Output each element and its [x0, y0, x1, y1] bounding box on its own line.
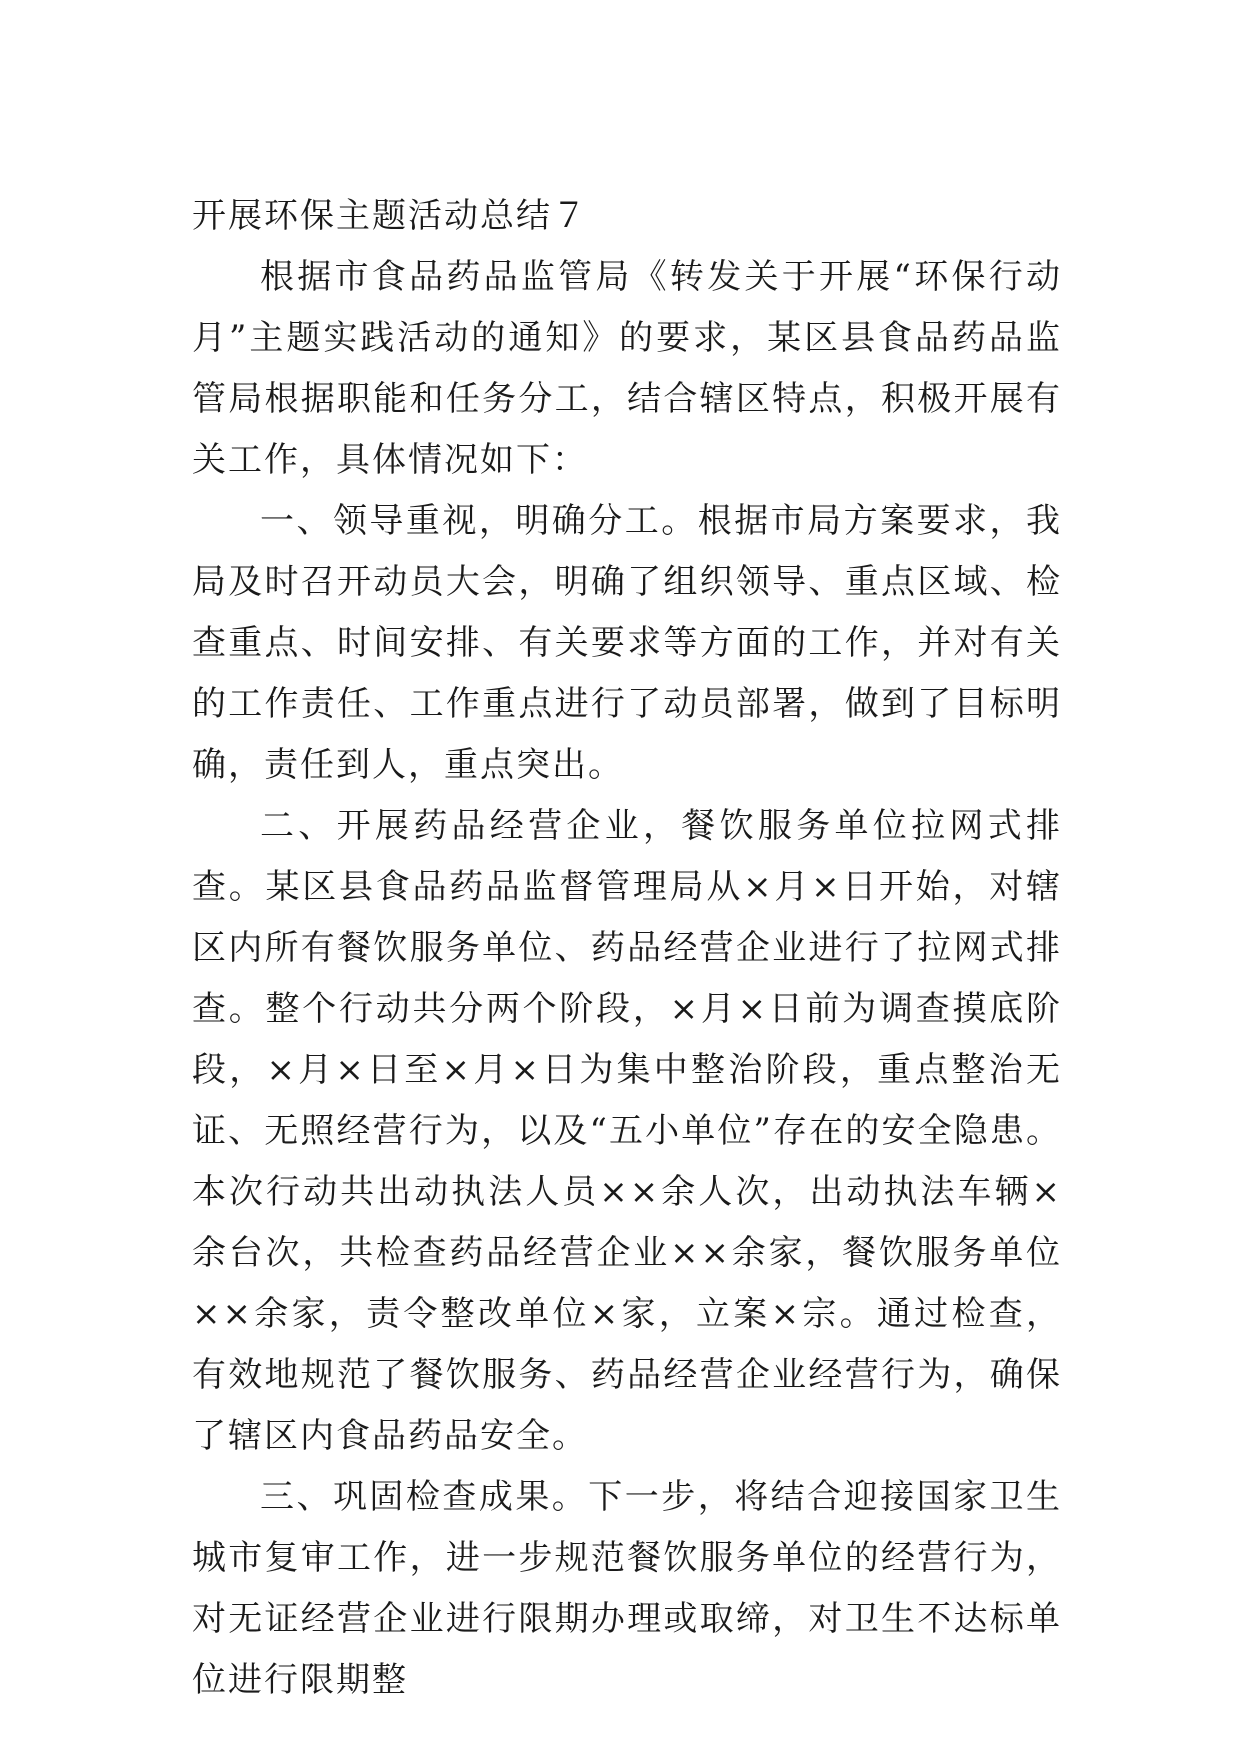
paragraph-section-3: 三、巩固检查成果。下一步，将结合迎接国家卫生城市复审工作，进一步规范餐饮服务单位的经营行为，对无证经营企业进行限期办理或取缔，对卫生不达标单位进行限期整 [192, 1477, 1062, 1700]
document-body [192, 186, 1062, 1711]
paragraph-section-1: 一、领导重视，明确分工。根据市局方案要求，我局及时召开动员大会，明确了组织领导、重点区域、检查重点、时间安排、有关要求等方面的工作，并对有关的工作责任、工作重点进行了动员部署，做到了目标明确，责任到人，重点突出。 [192, 501, 1062, 785]
paragraph-intro: 根据市食品药品监管局《转发关于开展“环保行动月”主题实践活动的通知》的要求，某区县食品药品监管局根据职能和任务分工，结合辖区特点，积极开展有关工作，具体情况如下： [192, 257, 1062, 480]
document-title: 开展环保主题活动总结７ [192, 196, 588, 236]
paragraph-section-2: 二、开展药品经营企业，餐饮服务单位拉网式排查。某区县食品药品监督管理局从×月×日开始，对辖区内所有餐饮服务单位、药品经营企业进行了拉网式排查。整个行动共分两个阶段，×月×日前为调查摸底阶段，×月×日至×月×日为集中整治阶段，重点整治无证、无照经营行为，以及“五小单位”存在的安全隐患。本次行动共出动执法人员××余人次，出动执法车辆×余台次，共检查药品经营企业××余家，餐饮服务单位××余家，责令整改单位×家，立案×宗。通过检查，有效地规范了餐饮服务、药品经营企业经营行为，确保了辖区内食品药品安全。 [192, 806, 1062, 1456]
